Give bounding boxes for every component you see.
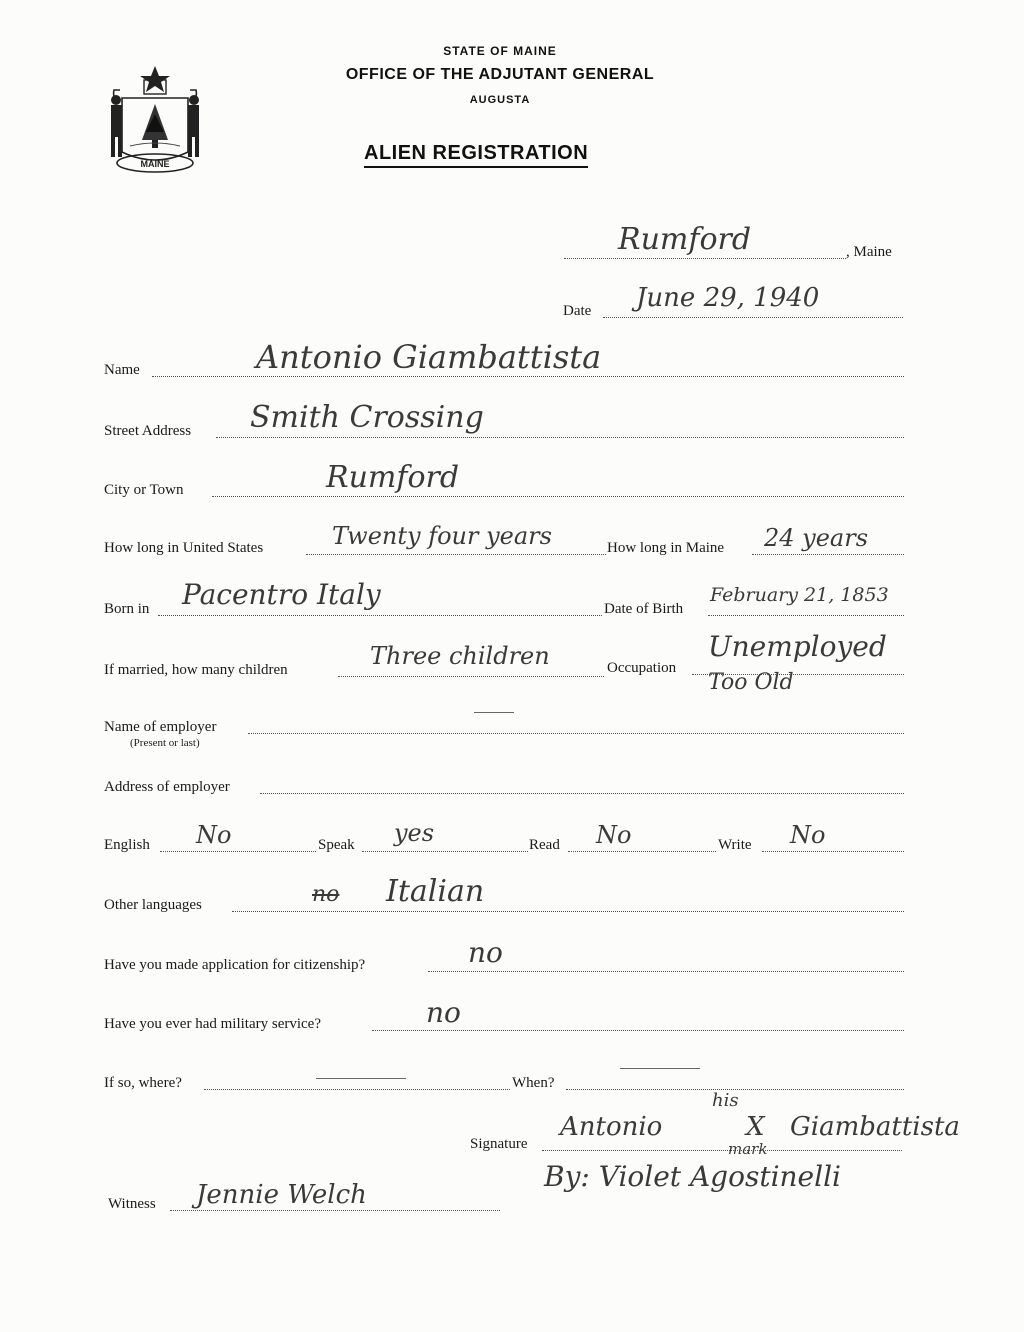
signature-label: Signature [470, 1136, 528, 1152]
write-label: Write [718, 837, 752, 853]
employer-label: Name of employer [104, 719, 217, 735]
read-line [568, 851, 716, 852]
town-line [564, 258, 846, 259]
how-long-maine-label: How long in Maine [607, 540, 725, 556]
signature-last-name: Giambattista [790, 1112, 960, 1142]
name-value: Antonio Giambattista [256, 338, 602, 376]
children-value: Three children [370, 642, 550, 670]
read-label: Read [529, 837, 560, 853]
military-line [372, 1030, 904, 1031]
write-line [762, 851, 904, 852]
date-value: June 29, 1940 [636, 283, 820, 313]
citizenship-label: Have you made application for citizenship? [104, 957, 366, 973]
date-of-birth-line [708, 615, 904, 616]
witness-label: Witness [108, 1196, 156, 1212]
signature-x-mark: X [746, 1112, 765, 1142]
when-label: When? [512, 1075, 555, 1091]
occupation-note: Too Old [708, 670, 794, 695]
speak-label: Speak [318, 837, 355, 853]
speak-value: yes [394, 819, 435, 847]
signature-by: By: Violet Agostinelli [544, 1160, 841, 1193]
employer-address-line [260, 793, 904, 794]
city-heading: AUGUSTA [469, 94, 531, 106]
maine-label: , Maine [846, 244, 892, 260]
how-long-maine-value: 24 years [764, 524, 869, 552]
city-line [212, 496, 904, 497]
read-value: No [596, 821, 632, 849]
employer-note: (Present or last) [130, 737, 200, 749]
speak-line [362, 851, 528, 852]
state-heading: STATE OF MAINE [443, 44, 557, 58]
date-of-birth-value: February 21, 1853 [710, 584, 889, 606]
office-heading: OFFICE OF THE ADJUTANT GENERAL [345, 66, 655, 83]
witness-line [170, 1210, 500, 1211]
state-of-maine-seal [100, 60, 210, 178]
svg-text:MAINE: MAINE [140, 159, 170, 169]
name-label: Name [104, 362, 140, 378]
how-long-us-label: How long in United States [104, 540, 264, 556]
other-languages-label: Other languages [104, 897, 202, 913]
write-value: No [790, 821, 826, 849]
city-value: Rumford [326, 460, 460, 495]
date-of-birth-label: Date of Birth [604, 601, 684, 617]
how-long-us-line [306, 554, 606, 555]
where-dash [316, 1078, 406, 1079]
how-long-us-value: Twenty four years [332, 522, 552, 550]
citizenship-line [428, 971, 904, 972]
english-line [160, 851, 316, 852]
form-title: ALIEN REGISTRATION [364, 142, 588, 168]
employer-line [248, 733, 904, 734]
witness-value: Jennie Welch [196, 1180, 367, 1210]
employer-dash [474, 712, 514, 713]
english-label: English [104, 837, 150, 853]
occupation-label: Occupation [607, 660, 677, 676]
date-line [603, 317, 903, 318]
other-languages-value: Italian [386, 874, 485, 909]
city-label: City or Town [104, 482, 184, 498]
employer-address-label: Address of employer [104, 779, 230, 795]
born-in-value: Pacentro Italy [182, 578, 381, 611]
street-value: Smith Crossing [250, 400, 484, 435]
street-line [216, 437, 904, 438]
street-label: Street Address [104, 423, 192, 439]
signature-his: his [712, 1090, 739, 1111]
if-so-where-label: If so, where? [104, 1075, 182, 1091]
town-value: Rumford [618, 222, 752, 257]
children-line [338, 676, 604, 677]
other-languages-struck: no [312, 882, 340, 907]
signature-line [542, 1150, 902, 1151]
other-languages-line [232, 911, 904, 912]
military-value: no [426, 996, 461, 1029]
english-value: No [196, 821, 232, 849]
how-long-maine-line [752, 554, 904, 555]
name-line [152, 376, 904, 377]
children-label: If married, how many children [104, 662, 288, 678]
date-label: Date [563, 303, 592, 319]
when-dash [620, 1068, 700, 1069]
signature-first-name: Antonio [560, 1112, 663, 1142]
signature-mark: mark [728, 1140, 768, 1158]
born-in-label: Born in [104, 601, 150, 617]
born-in-line [158, 615, 602, 616]
citizenship-value: no [468, 936, 503, 969]
occupation-value: Unemployed [708, 630, 887, 663]
if-so-where-line [204, 1089, 510, 1090]
military-label: Have you ever had military service? [104, 1016, 321, 1032]
